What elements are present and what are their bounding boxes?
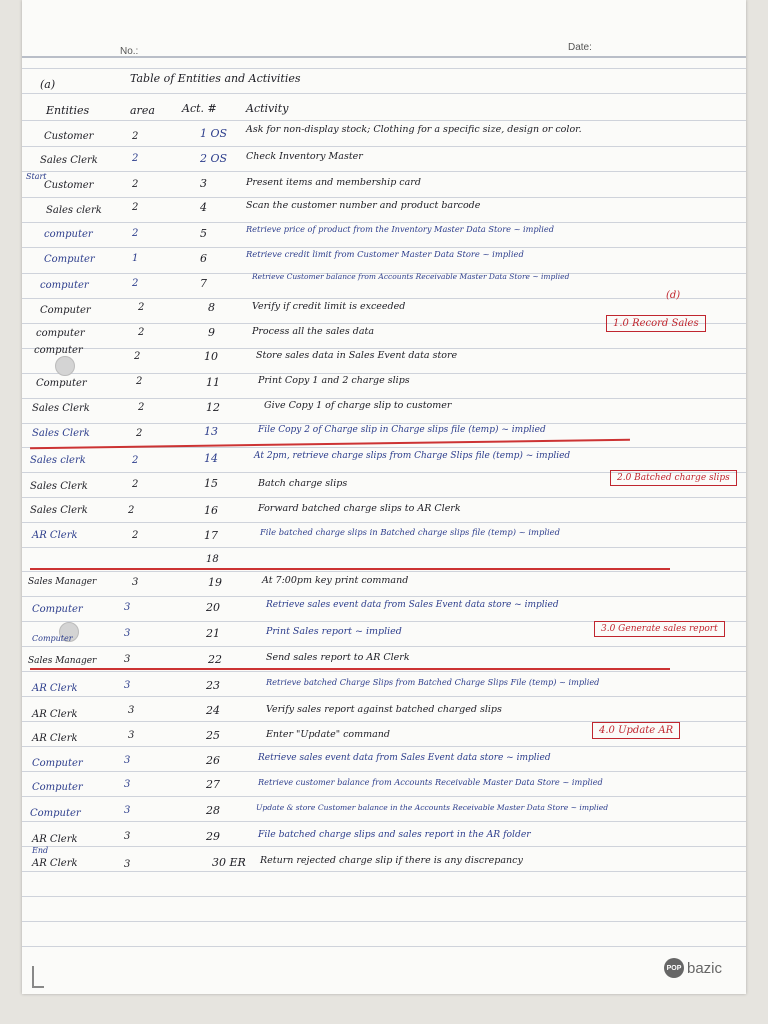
row-activity: Update & store Customer balance in the Accounts Receivable Master Data Store ~ implied — [256, 803, 609, 812]
row-act: 2 OS — [200, 152, 228, 165]
row-act: 1 OS — [200, 127, 228, 140]
row-activity: Verify sales report against batched charged slips — [266, 704, 502, 715]
start-annotation: Start — [26, 172, 47, 181]
row-activity: Enter "Update" command — [266, 729, 391, 740]
row-activity: Check Inventory Master — [246, 151, 363, 162]
row-area: 2 — [132, 153, 139, 164]
row-entity: Computer — [32, 782, 83, 793]
row-entity: Sales Clerk — [40, 155, 98, 166]
part-a-label: (a) — [40, 78, 56, 91]
rule-line — [22, 146, 746, 147]
row-activity: Forward batched charge slips to AR Clerk — [258, 503, 461, 514]
rule-line — [22, 497, 746, 498]
row-area: 2 — [132, 179, 139, 190]
row-entity: AR Clerk — [32, 709, 78, 720]
row-area: 3 — [124, 779, 131, 790]
rule-line — [22, 871, 746, 872]
row-activity: Retrieve batched Charge Slips from Batched Charge Slips File (temp) ~ implied — [266, 677, 600, 687]
row-area: 3 — [124, 755, 131, 766]
process-box-record-sales: 1.0 Record Sales — [606, 315, 706, 332]
row-act: 3 — [200, 177, 207, 190]
row-activity: Process all the sales data — [252, 326, 375, 337]
row-area: 2 — [134, 351, 141, 362]
row-area: 2 — [132, 455, 139, 466]
rule-line — [22, 596, 746, 597]
row-area: 2 — [138, 402, 145, 413]
row-activity: Retrieve credit limit from Customer Master Data Store ~ implied — [246, 249, 524, 259]
rule-line — [22, 68, 746, 69]
part-d-label: (d) — [666, 290, 681, 301]
row-activity: Store sales data in Sales Event data store — [256, 350, 458, 361]
row-area: 3 — [124, 859, 131, 870]
row-act: 4 — [200, 201, 207, 214]
rule-line — [22, 298, 746, 299]
row-activity: Present items and membership card — [246, 177, 421, 188]
row-act: 6 — [200, 252, 207, 265]
rule-line — [22, 423, 746, 424]
row-activity: Print Sales report ~ implied — [266, 626, 402, 637]
process-box-batched-charge-slips: 2.0 Batched charge slips — [610, 470, 737, 486]
date-label: Date: — [568, 42, 592, 53]
row-act: 8 — [208, 301, 215, 314]
row-activity: Return rejected charge slip if there is any discrepancy — [260, 855, 523, 866]
col-entities: Entities — [46, 104, 90, 117]
row-act: 12 — [206, 401, 220, 414]
row-activity: At 2pm, retrieve charge slips from Charge Slips file (temp) ~ implied — [254, 451, 571, 461]
row-entity: Customer — [44, 131, 94, 142]
row-area: 3 — [128, 705, 135, 716]
row-entity: computer — [36, 328, 85, 339]
row-entity: Sales Clerk — [32, 403, 90, 414]
rule-line — [22, 522, 746, 523]
row-area: 2 — [132, 228, 139, 239]
rule-line — [22, 671, 746, 672]
row-area: 3 — [124, 602, 131, 613]
row-entity: computer — [44, 229, 93, 240]
rule-line — [22, 746, 746, 747]
rule-line — [22, 921, 746, 922]
rule-line — [22, 197, 746, 198]
rule-line — [22, 373, 746, 374]
row-entity: Computer — [30, 808, 81, 819]
row-act: 13 — [204, 425, 218, 438]
rule-line — [22, 571, 746, 572]
row-act: 10 — [204, 350, 218, 363]
rule-line — [22, 696, 746, 697]
col-act-no: Act. # — [182, 102, 217, 115]
row-activity: Retrieve customer balance from Accounts Receivable Master Data Store ~ implied — [258, 777, 603, 787]
rule-line — [22, 821, 746, 822]
row-entity: Sales Clerk — [30, 505, 88, 516]
row-entity: computer — [40, 280, 89, 291]
no-label: No.: — [120, 46, 139, 57]
rule-line — [22, 398, 746, 399]
row-entity: Computer — [32, 758, 83, 769]
row-entity: Computer — [44, 254, 95, 265]
rule-line — [22, 247, 746, 248]
row-act: 20 — [206, 601, 220, 614]
row-area: 2 — [132, 479, 139, 490]
row-act: 14 — [204, 452, 218, 465]
row-entity: Computer — [32, 634, 73, 643]
binder-hole — [55, 356, 75, 376]
row-act: 7 — [200, 277, 207, 290]
row-activity: Give Copy 1 of charge slip to customer — [264, 400, 452, 411]
row-area: 3 — [124, 628, 131, 639]
row-activity: At 7:00pm key print command — [262, 575, 409, 586]
rule-line — [22, 222, 746, 223]
brand-logo — [664, 958, 722, 978]
row-entity: AR Clerk — [32, 733, 78, 744]
row-area: 2 — [136, 428, 143, 439]
row-entity: Sales Manager — [28, 577, 97, 587]
row-activity: Retrieve Customer balance from Accounts Receivable Master Data Store ~ implied — [252, 272, 570, 281]
row-act: 15 — [204, 477, 218, 490]
row-act: 21 — [206, 627, 220, 640]
row-area: 1 — [132, 253, 139, 264]
row-entity: Computer — [40, 305, 91, 316]
row-entity: AR Clerk — [32, 683, 78, 694]
rule-line — [22, 547, 746, 548]
row-area: 2 — [138, 302, 145, 313]
row-area: 2 — [132, 530, 139, 541]
rule-line — [22, 796, 746, 797]
process-box-update-ar: 4.0 Update AR — [592, 722, 680, 739]
row-area: 2 — [132, 278, 139, 289]
row-entity: Sales clerk — [46, 205, 102, 216]
col-activity: Activity — [246, 102, 289, 115]
row-act: 5 — [200, 227, 207, 240]
process-box-generate-sales-report: 3.0 Generate sales report — [594, 621, 725, 637]
row-act: 25 — [206, 729, 220, 742]
row-entity: AR Clerk — [32, 834, 78, 845]
row-act: 24 — [206, 704, 220, 717]
row-act: 29 — [206, 830, 220, 843]
row-activity: Print Copy 1 and 2 charge slips — [258, 375, 410, 386]
row-act: 9 — [208, 326, 215, 339]
row-act: 23 — [206, 679, 220, 692]
row-area: 2 — [132, 131, 139, 142]
row-activity: Retrieve price of product from the Inventory Master Data Store ~ implied — [246, 224, 554, 234]
row-entity: Sales clerk — [30, 455, 86, 466]
row-entity: Computer — [32, 604, 83, 615]
row-entity: computer — [34, 345, 83, 356]
col-area: area — [130, 104, 155, 117]
rule-line — [22, 348, 746, 349]
rule-line — [22, 171, 746, 172]
brand-name: bazic — [687, 959, 723, 977]
row-activity: Send sales report to AR Clerk — [266, 652, 410, 663]
row-entity: AR Clerk — [32, 858, 78, 869]
row-area: 3 — [124, 680, 131, 691]
process-divider-line — [30, 668, 670, 670]
rule-line — [22, 946, 746, 947]
row-activity: File batched charge slips in Batched charge slips file (temp) ~ implied — [260, 527, 560, 537]
table-title: Table of Entities and Activities — [130, 72, 301, 85]
rule-line — [22, 93, 746, 94]
row-activity: Scan the customer number and product barcode — [246, 200, 481, 211]
row-area: 2 — [128, 505, 135, 516]
row-area: 3 — [128, 730, 135, 741]
rule-line — [22, 846, 746, 847]
row-act: 19 — [208, 576, 222, 589]
row-act: 27 — [206, 778, 220, 791]
row-act: 26 — [206, 754, 220, 767]
row-entity: Customer — [44, 180, 94, 191]
row-act: 28 — [206, 804, 220, 817]
row-area: 3 — [124, 831, 131, 842]
row-activity: Retrieve sales event data from Sales Event data store ~ implied — [258, 753, 551, 763]
row-area: 3 — [124, 654, 131, 665]
row-entity: Sales Clerk — [32, 428, 90, 439]
row-area: 2 — [136, 376, 143, 387]
row-act: 30 ER — [212, 856, 246, 869]
row-area: 2 — [132, 202, 139, 213]
row-act: 16 — [204, 504, 218, 517]
process-divider-line — [30, 568, 670, 570]
row-activity: Ask for non-display stock; Clothing for a specific size, design or color. — [246, 124, 582, 135]
rule-line — [22, 120, 746, 121]
row-activity: Retrieve sales event data from Sales Event data store ~ implied — [266, 600, 559, 610]
row-entity: AR Clerk — [32, 530, 78, 541]
rule-line — [22, 646, 746, 647]
row-activity: File batched charge slips and sales report in the AR folder — [258, 829, 531, 840]
row-entity: Sales Manager — [28, 656, 97, 666]
brand-badge: POP — [664, 958, 684, 978]
page-corner-mark — [32, 966, 44, 988]
row-activity: File Copy 2 of Charge slip in Charge slips file (temp) ~ implied — [258, 425, 546, 435]
row-entity: Computer — [36, 378, 87, 389]
rule-line — [22, 771, 746, 772]
row-act: 18 — [206, 554, 219, 565]
row-activity: Verify if credit limit is exceeded — [252, 301, 406, 312]
row-activity: Batch charge slips — [258, 478, 348, 489]
row-act: 11 — [206, 376, 220, 389]
row-act: 17 — [204, 529, 218, 542]
row-entity: Sales Clerk — [30, 481, 88, 492]
rule-line — [22, 896, 746, 897]
row-act: 22 — [208, 653, 222, 666]
row-area: 3 — [132, 577, 139, 588]
end-annotation: End — [32, 846, 49, 855]
row-area: 2 — [138, 327, 145, 338]
row-area: 3 — [124, 805, 131, 816]
